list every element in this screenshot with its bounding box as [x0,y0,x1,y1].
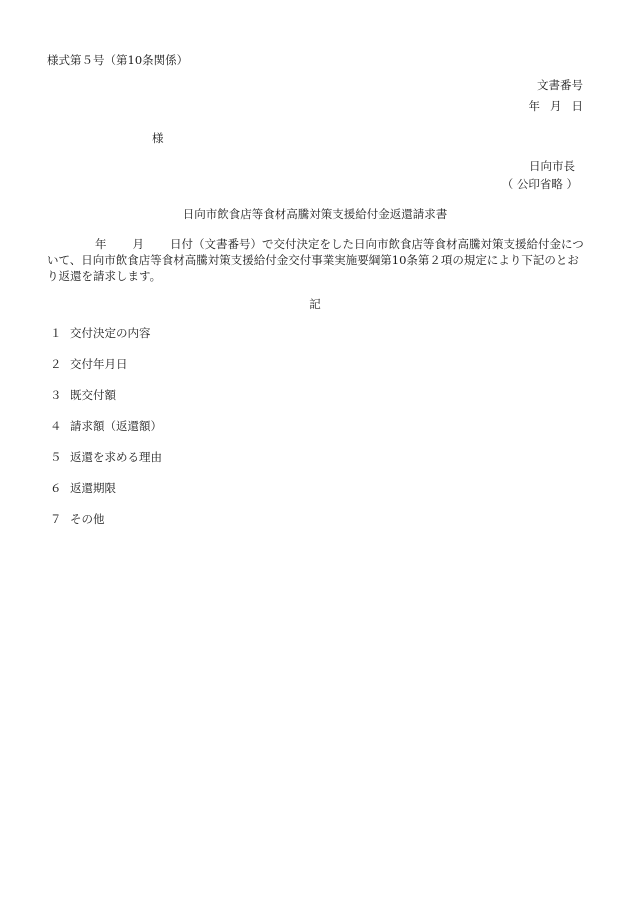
item-label: 請求額（返還額） [70,419,162,433]
seal-note: （ 公印省略 ） [501,177,578,191]
body-line-1 [47,236,587,252]
date-month: 月 [550,99,562,113]
body-line-3: り返還を請求します。 [47,269,162,283]
body-year: 年 [95,237,107,251]
item-number: ２ [50,357,62,371]
document-title: 日向市飲食店等食材高騰対策支援給付金返還請求書 [182,207,448,221]
list-item [50,325,162,356]
item-label: 交付年月日 [70,357,128,371]
date-day: 日 [571,99,583,113]
item-label: その他 [70,512,105,526]
body-line-2: いて、日向市飲食店等食材高騰対策支援給付金交付事業実施要綱第10条第２項の規定により下記のとお [47,253,579,267]
body-line-1-text: 日付（文書番号）で交付決定をした日向市飲食店等食材高騰対策支援給付金につ [170,237,584,251]
item-list [50,325,162,542]
item-number: ７ [50,512,62,526]
list-item [50,480,162,511]
sender-title: 日向市長 [529,159,575,173]
date-line [529,98,584,114]
item-label: 返還を求める理由 [70,450,162,464]
item-label: 既交付額 [70,388,116,402]
list-item [50,356,162,387]
item-label: 返還期限 [70,481,116,495]
item-number: ５ [50,450,62,464]
item-number: ４ [50,419,62,433]
date-year: 年 [528,99,540,113]
list-item [50,511,162,542]
ki-heading: 記 [309,297,321,311]
recipient-suffix: 様 [152,131,164,145]
item-number: ６ [50,481,62,495]
list-item [50,449,162,480]
list-item [50,418,162,449]
list-item [50,387,162,418]
item-number: １ [50,326,62,340]
form-number: 様式第５号（第10条関係） [47,53,189,67]
document-number-label: 文書番号 [537,78,583,92]
item-number: ３ [50,388,62,402]
item-label: 交付決定の内容 [70,326,151,340]
body-paragraph [47,236,587,284]
body-month: 月 [132,237,144,251]
